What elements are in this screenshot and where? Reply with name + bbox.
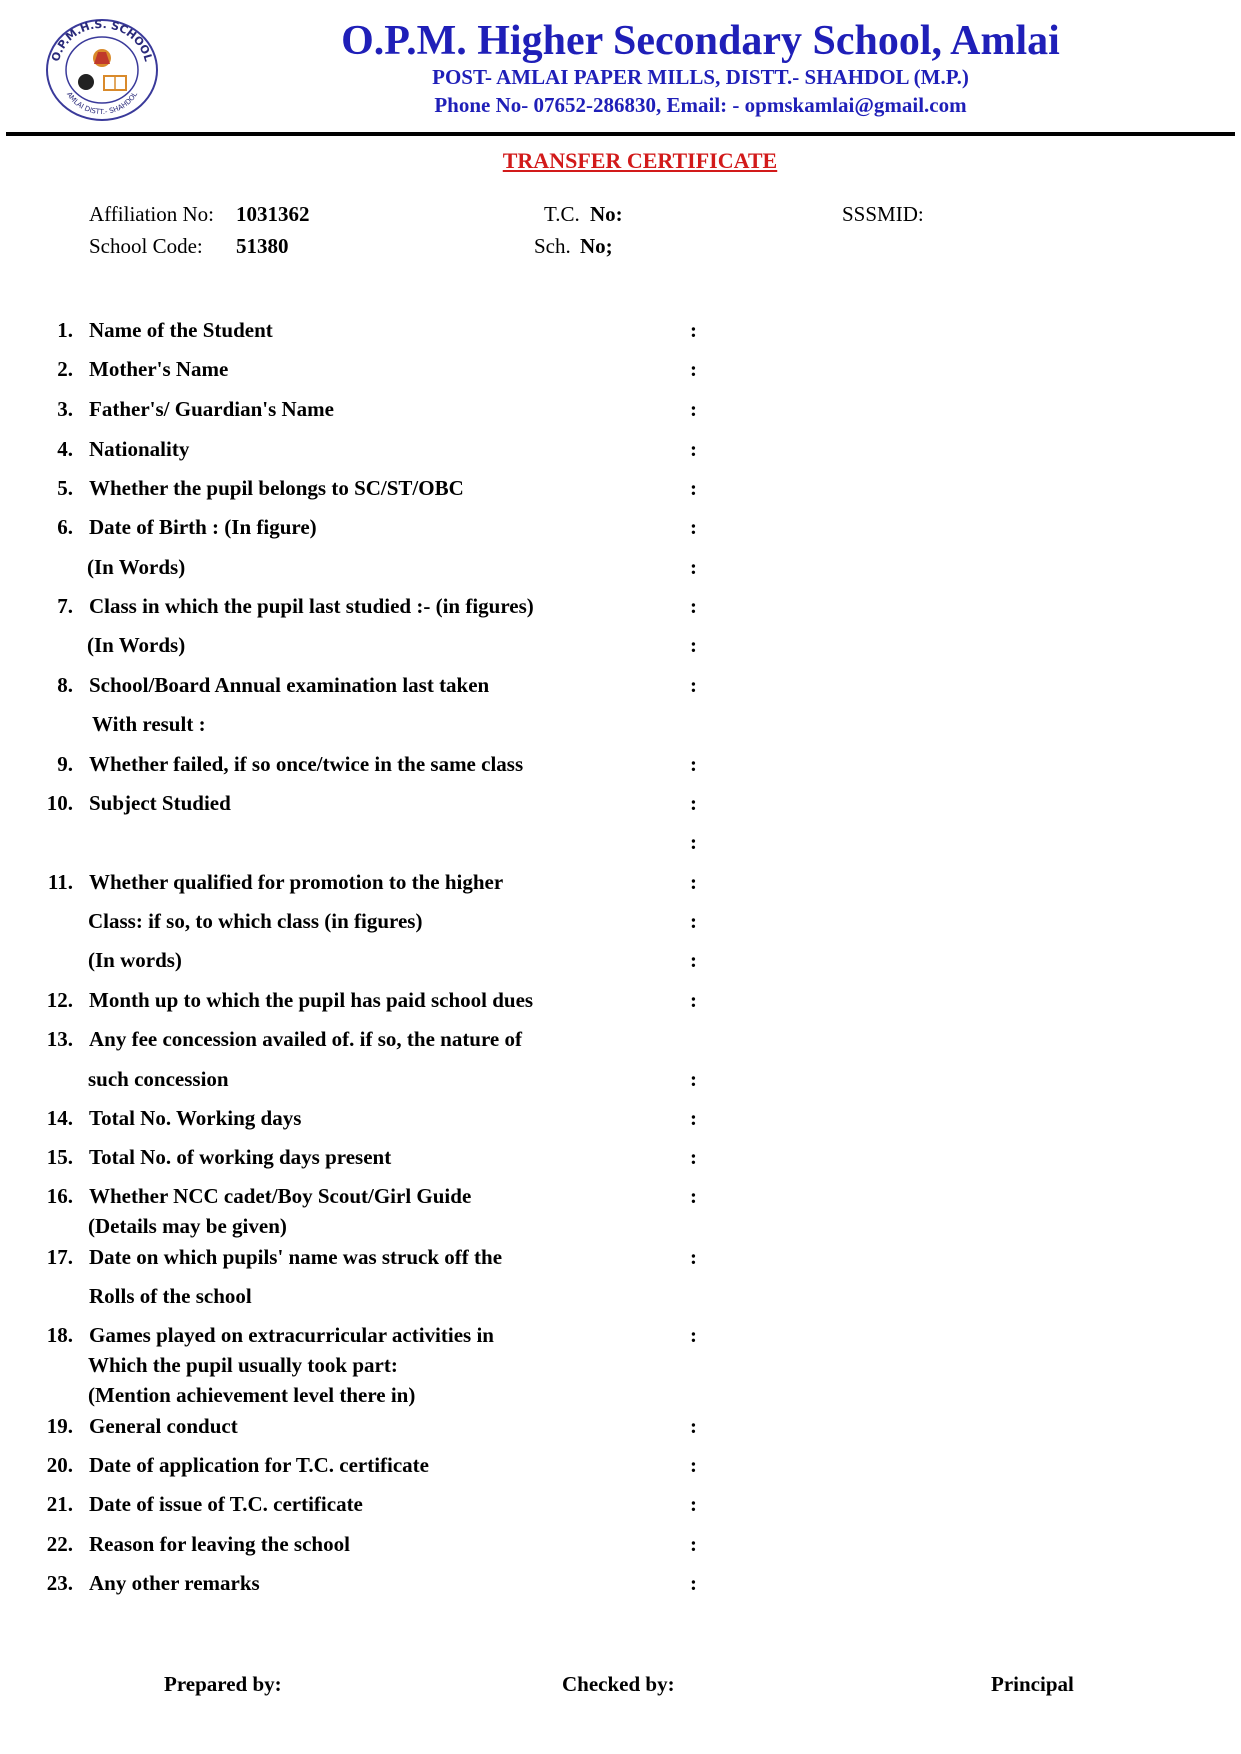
- item-sublabel: (In words): [88, 948, 182, 972]
- sch-label: Sch.: [534, 234, 571, 258]
- item-sublabel: (Details may be given): [88, 1214, 287, 1238]
- item-label: Whether failed, if so once/twice in the same class: [89, 752, 524, 776]
- item-label: Date of issue of T.C. certificate: [89, 1492, 363, 1516]
- item-number: 16.: [46, 1184, 73, 1208]
- item-colon: :: [690, 791, 697, 815]
- item-number: 5.: [57, 476, 73, 500]
- item-number: 8.: [57, 673, 73, 697]
- logo-text-top: O.P.M.H.S. SCHOOL: [49, 18, 155, 63]
- certificate-title: TRANSFER CERTIFICATE: [502, 148, 778, 173]
- item-number: 9.: [57, 752, 73, 776]
- item-number: 4.: [57, 437, 73, 461]
- item-colon: :: [690, 633, 697, 657]
- header-divider: [6, 132, 1235, 136]
- item-number: 2.: [57, 357, 73, 381]
- item-label: Total No. Working days: [89, 1106, 302, 1130]
- school-address: POST- AMLAI PAPER MILLS, DISTT.- SHAHDOL (M.P.): [432, 65, 969, 89]
- item-label: Games played on extracurricular activities in: [89, 1323, 494, 1347]
- item-number: 3.: [57, 397, 73, 421]
- item-number: 15.: [46, 1145, 73, 1169]
- item-number: 10.: [46, 791, 73, 815]
- item-colon: :: [690, 673, 697, 697]
- item-label: School/Board Annual examination last taken: [89, 673, 490, 697]
- item-colon: :: [690, 594, 697, 618]
- item-label: Whether qualified for promotion to the higher: [89, 870, 504, 894]
- item-colon: :: [690, 988, 697, 1012]
- item-number: 7.: [57, 594, 73, 618]
- item-colon: :: [690, 948, 697, 972]
- prepared-by-label: Prepared by:: [164, 1672, 282, 1696]
- item-number: 12.: [46, 988, 73, 1012]
- item-colon: :: [690, 555, 697, 579]
- item-sublabel: (Mention achievement level there in): [88, 1383, 416, 1407]
- item-colon: :: [690, 1323, 697, 1347]
- item-sublabel: With result :: [92, 712, 206, 736]
- item-label: Name of the Student: [89, 318, 273, 342]
- item-label: Subject Studied: [89, 791, 231, 815]
- tc-no-label: No:: [590, 202, 623, 226]
- item-number: 17.: [46, 1245, 73, 1269]
- item-label: Nationality: [89, 437, 190, 461]
- item-label: Date on which pupils' name was struck off the: [89, 1245, 503, 1269]
- checked-by-label: Checked by:: [562, 1672, 675, 1696]
- item-number: 6.: [57, 515, 73, 539]
- item-label: Total No. of working days present: [89, 1145, 392, 1169]
- item-label: Class in which the pupil last studied :- (in figures): [89, 594, 534, 618]
- item-sublabel: Rolls of the school: [89, 1284, 252, 1308]
- item-colon: :: [690, 1245, 697, 1269]
- item-colon: :: [690, 437, 697, 461]
- item-colon: :: [690, 1106, 697, 1130]
- item-colon: :: [690, 1067, 697, 1091]
- item-number: 23.: [46, 1571, 73, 1595]
- item-colon: :: [690, 397, 697, 421]
- item-label: Month up to which the pupil has paid school dues: [89, 988, 534, 1012]
- logo-text-bottom: AMLAI DISTT.- SHAHDOL: [64, 90, 140, 117]
- item-colon: :: [690, 1532, 697, 1556]
- principal-label: Principal: [991, 1672, 1074, 1696]
- item-label: Date of application for T.C. certificate: [89, 1453, 429, 1477]
- item-sublabel: (In Words): [87, 633, 186, 657]
- item-label: General conduct: [89, 1414, 238, 1438]
- item-sublabel: such concession: [88, 1067, 229, 1091]
- item-colon: :: [690, 515, 697, 539]
- item-colon: :: [690, 1571, 697, 1595]
- item-label: Any fee concession availed of. if so, the nature of: [89, 1027, 522, 1051]
- item-label: Father's/ Guardian's Name: [89, 397, 334, 421]
- item-number: 11.: [47, 870, 73, 894]
- item-colon: :: [690, 870, 697, 894]
- item-colon: :: [690, 830, 697, 854]
- school-contact: Phone No- 07652-286830, Email: - opmskamlai@gmail.com: [434, 93, 967, 117]
- item-number: 1.: [57, 318, 73, 342]
- item-label: Whether NCC cadet/Boy Scout/Girl Guide: [89, 1184, 472, 1208]
- school-name: O.P.M. Higher Secondary School, Amlai: [341, 18, 1060, 64]
- school-code-label: School Code:: [89, 234, 203, 258]
- item-colon: :: [690, 1414, 697, 1438]
- sssmid-label: SSSMID:: [842, 202, 924, 226]
- item-label: Reason for leaving the school: [89, 1532, 350, 1556]
- item-colon: :: [690, 476, 697, 500]
- item-label: Mother's Name: [89, 357, 229, 381]
- item-label: Any other remarks: [89, 1571, 260, 1595]
- item-colon: :: [690, 357, 697, 381]
- item-colon: :: [690, 318, 697, 342]
- item-number: 21.: [46, 1492, 73, 1516]
- item-label: Date of Birth : (In figure): [89, 515, 317, 539]
- item-colon: :: [690, 1492, 697, 1516]
- item-colon: :: [690, 1184, 697, 1208]
- item-sublabel: Class: if so, to which class (in figures): [88, 909, 423, 933]
- item-sublabel: Which the pupil usually took part:: [88, 1353, 398, 1377]
- affiliation-value: 1031362: [236, 202, 310, 226]
- school-logo: [44, 18, 160, 122]
- affiliation-label: Affiliation No:: [89, 202, 215, 226]
- item-sublabel: (In Words): [87, 555, 186, 579]
- item-colon: :: [690, 1453, 697, 1477]
- item-colon: :: [690, 752, 697, 776]
- item-colon: :: [690, 1145, 697, 1169]
- sch-no-label: No;: [580, 234, 613, 258]
- item-number: 18.: [46, 1323, 73, 1347]
- item-number: 19.: [46, 1414, 73, 1438]
- item-number: 22.: [46, 1532, 73, 1556]
- item-number: 13.: [46, 1027, 73, 1051]
- school-code-value: 51380: [236, 234, 289, 258]
- item-number: 20.: [46, 1453, 73, 1477]
- item-label: Whether the pupil belongs to SC/ST/OBC: [89, 476, 464, 500]
- item-number: 14.: [46, 1106, 73, 1130]
- item-colon: :: [690, 909, 697, 933]
- tc-label: T.C.: [544, 202, 580, 226]
